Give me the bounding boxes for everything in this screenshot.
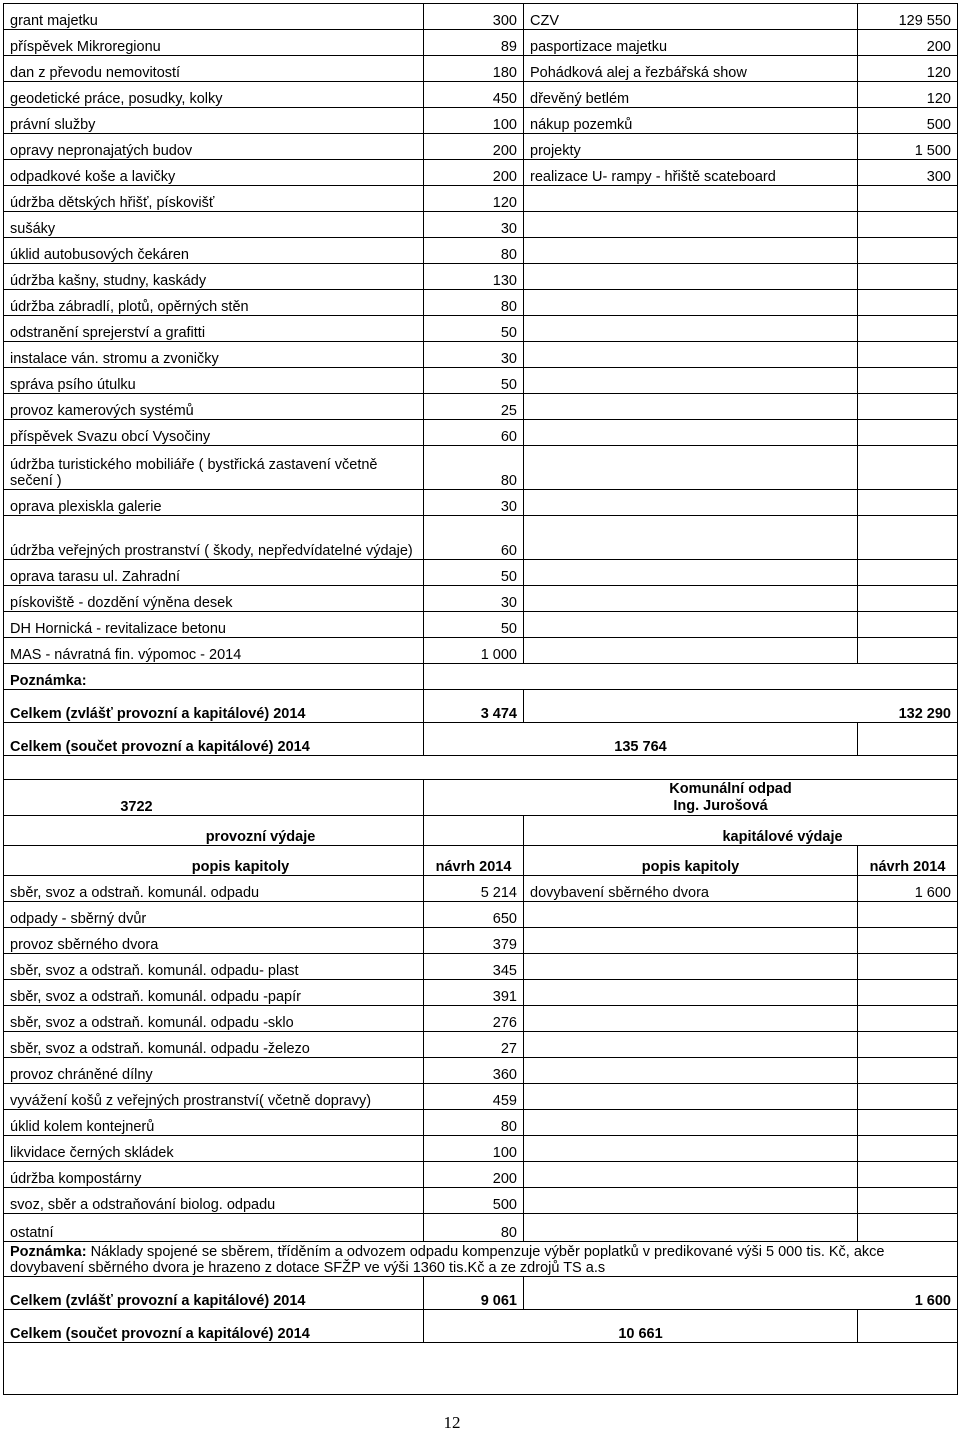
capital-item-label: realizace U- rampy - hřiště scateboard: [524, 160, 858, 186]
capital-item-value: [858, 638, 958, 664]
table-row: [4, 316, 958, 342]
capital-item-label: [524, 264, 858, 290]
page-number: 12: [443, 1413, 461, 1432]
capital-item-value: [858, 1188, 958, 1214]
item-value: 345: [424, 954, 524, 980]
table-row: [4, 1032, 958, 1058]
table-row: [4, 1136, 958, 1162]
capital-item-value: 1 500: [858, 134, 958, 160]
capital-item-label: [524, 560, 858, 586]
capital-item-label: [524, 1188, 858, 1214]
item-value: 30: [424, 586, 524, 612]
total-separate-label: Celkem (zvlášť provozní a kapitálové) 2014: [4, 690, 424, 723]
table-row: [4, 368, 958, 394]
spacer-row: [4, 756, 958, 780]
capital-item-value: [858, 420, 958, 446]
total-separate-row: [4, 690, 958, 723]
capital-item-label: [524, 1162, 858, 1188]
section-title: [424, 780, 958, 816]
item-label: odpadkové koše a lavičky: [4, 160, 424, 186]
capital-item-value: [858, 490, 958, 516]
col-header-item2: popis kapitoly: [524, 846, 858, 876]
capital-item-value: [858, 212, 958, 238]
capital-item-label: dovybavení sběrného dvora: [524, 876, 858, 902]
capital-item-label: [524, 928, 858, 954]
capital-item-value: [858, 1084, 958, 1110]
note-label: Poznámka:: [10, 1244, 87, 1260]
capital-item-value: [858, 560, 958, 586]
table-row: [4, 56, 958, 82]
capital-item-label: [524, 1136, 858, 1162]
item-value: 25: [424, 394, 524, 420]
table-row: [4, 1162, 958, 1188]
capital-item-label: Pohádková alej a řezbářská show: [524, 56, 858, 82]
item-label: svoz, sběr a odstraňování biolog. odpadu: [4, 1188, 424, 1214]
table-row: [4, 394, 958, 420]
item-label: sušáky: [4, 212, 424, 238]
table-row: [4, 1188, 958, 1214]
item-label: údržba veřejných prostranství ( škody, nepředvídatelné výdaje): [4, 516, 424, 560]
table-row: [4, 134, 958, 160]
note-row: [4, 1242, 958, 1277]
item-value: 30: [424, 490, 524, 516]
subheader-gap: [424, 816, 524, 846]
capital-item-label: [524, 238, 858, 264]
item-value: 30: [424, 212, 524, 238]
item-value: 50: [424, 560, 524, 586]
note-empty: [424, 664, 958, 690]
capital-item-label: CZV: [524, 4, 858, 30]
item-label: opravy nepronajatých budov: [4, 134, 424, 160]
capital-item-value: [858, 516, 958, 560]
capital-item-label: projekty: [524, 134, 858, 160]
item-label: instalace ván. stromu a zvoničky: [4, 342, 424, 368]
capital-item-value: 129 550: [858, 4, 958, 30]
table-row: [4, 160, 958, 186]
item-label: úklid kolem kontejnerů: [4, 1110, 424, 1136]
item-label: dan z převodu nemovitostí: [4, 56, 424, 82]
table-row: [4, 1006, 958, 1032]
capital-item-label: [524, 980, 858, 1006]
capital-item-value: [858, 980, 958, 1006]
capital-item-value: [858, 186, 958, 212]
section2-title-row: [4, 780, 958, 816]
item-value: 200: [424, 1162, 524, 1188]
item-value: 100: [424, 108, 524, 134]
item-label: provoz kamerových systémů: [4, 394, 424, 420]
capital-item-value: [858, 1032, 958, 1058]
item-label: DH Hornická - revitalizace betonu: [4, 612, 424, 638]
capital-item-value: 120: [858, 56, 958, 82]
capital-item-label: [524, 490, 858, 516]
table-row: [4, 290, 958, 316]
item-value: 27: [424, 1032, 524, 1058]
item-value: 100: [424, 1136, 524, 1162]
item-value: 80: [424, 1214, 524, 1242]
table-row: [4, 876, 958, 902]
table-row: [4, 342, 958, 368]
capital-item-label: [524, 1058, 858, 1084]
note-label: Poznámka:: [4, 664, 424, 690]
capital-item-value: [858, 612, 958, 638]
item-value: 459: [424, 1084, 524, 1110]
section1-body: [4, 4, 958, 780]
capital-item-value: [858, 1058, 958, 1084]
trailing-row: [4, 1343, 958, 1395]
item-label: údržba dětských hřišť, pískovišť: [4, 186, 424, 212]
item-value: 50: [424, 316, 524, 342]
table-row: [4, 928, 958, 954]
total-sum-value: 135 764: [424, 723, 858, 756]
item-value: 1 000: [424, 638, 524, 664]
table-row: [4, 186, 958, 212]
note: [4, 1242, 958, 1277]
spacer: [4, 756, 958, 780]
capital-item-label: [524, 1032, 858, 1058]
capital-item-value: [858, 954, 958, 980]
table-row: [4, 212, 958, 238]
note-text: Náklady spojené se sběrem, tříděním a odvozem odpadu kompenzuje výběr poplatků v predikované výši 5 000 tis. Kč, akce dovybavení sběrného dvora je hrazeno z dotace SFŽP ve výši 1360 tis.Kč a ze zdrojů TS a.s: [10, 1244, 885, 1276]
capital-item-label: [524, 1214, 858, 1242]
item-value: 80: [424, 446, 524, 490]
total-separate-row: [4, 1277, 958, 1310]
capital-item-label: [524, 420, 858, 446]
item-value: 650: [424, 902, 524, 928]
capital-item-value: 200: [858, 30, 958, 56]
item-label: geodetické práce, posudky, kolky: [4, 82, 424, 108]
table-row: [4, 980, 958, 1006]
total-separate-capital: 1 600: [524, 1277, 958, 1310]
table-row: [4, 30, 958, 56]
chapter-code: 3722: [4, 780, 424, 816]
table-row: [4, 1214, 958, 1242]
table-row: [4, 108, 958, 134]
item-value: 300: [424, 4, 524, 30]
item-label: úklid autobusových čekáren: [4, 238, 424, 264]
capital-item-label: [524, 446, 858, 490]
total-sum-empty: [858, 723, 958, 756]
item-label: oprava tarasu ul. Zahradní: [4, 560, 424, 586]
capital-item-label: [524, 1006, 858, 1032]
capital-item-label: [524, 1110, 858, 1136]
col-header-draft: návrh 2014: [424, 846, 524, 876]
item-label: sběr, svoz a odstraň. komunál. odpadu- plast: [4, 954, 424, 980]
capital-item-value: [858, 902, 958, 928]
item-label: odstranění sprejerství a grafitti: [4, 316, 424, 342]
item-label: sběr, svoz a odstraň. komunál. odpadu: [4, 876, 424, 902]
capital-item-value: [858, 316, 958, 342]
total-separate-operating: 9 061: [424, 1277, 524, 1310]
item-label: sběr, svoz a odstraň. komunál. odpadu -železo: [4, 1032, 424, 1058]
table-row: [4, 1110, 958, 1136]
capital-item-label: dřevěný betlém: [524, 82, 858, 108]
capital-item-label: [524, 638, 858, 664]
item-value: 89: [424, 30, 524, 56]
table-row: [4, 586, 958, 612]
capital-item-label: [524, 290, 858, 316]
table-row: [4, 612, 958, 638]
capital-item-label: [524, 186, 858, 212]
item-label: vyvážení košů z veřejných prostranství( včetně dopravy): [4, 1084, 424, 1110]
item-label: údržba zábradlí, plotů, opěrných stěn: [4, 290, 424, 316]
capital-item-label: [524, 368, 858, 394]
total-sum-row: [4, 723, 958, 756]
table-row: [4, 516, 958, 560]
item-label: právní služby: [4, 108, 424, 134]
capital-item-value: [858, 928, 958, 954]
item-label: likvidace černých skládek: [4, 1136, 424, 1162]
capital-item-label: [524, 212, 858, 238]
capital-item-label: nákup pozemků: [524, 108, 858, 134]
col-header-draft2: návrh 2014: [858, 846, 958, 876]
capital-item-value: [858, 446, 958, 490]
item-value: 180: [424, 56, 524, 82]
item-label: provoz chráněné dílny: [4, 1058, 424, 1084]
item-value: 500: [424, 1188, 524, 1214]
capital-item-label: pasportizace majetku: [524, 30, 858, 56]
total-sum-value: 10 661: [424, 1310, 858, 1343]
item-value: 80: [424, 1110, 524, 1136]
item-label: příspěvek Mikroregionu: [4, 30, 424, 56]
capital-item-label: [524, 1084, 858, 1110]
table-row: [4, 954, 958, 980]
capital-item-value: [858, 1006, 958, 1032]
item-value: 60: [424, 516, 524, 560]
trailing-empty: [4, 1343, 958, 1395]
table-row: [4, 638, 958, 664]
capital-item-value: [858, 264, 958, 290]
capital-item-value: 1 600: [858, 876, 958, 902]
capital-item-label: [524, 516, 858, 560]
budget-table: [3, 3, 958, 1395]
capital-item-label: [524, 586, 858, 612]
capital-item-value: 120: [858, 82, 958, 108]
item-label: MAS - návratná fin. výpomoc - 2014: [4, 638, 424, 664]
capital-item-value: 300: [858, 160, 958, 186]
table-row: [4, 238, 958, 264]
total-separate-label: Celkem (zvlášť provozní a kapitálové) 2014: [4, 1277, 424, 1310]
table-row: [4, 490, 958, 516]
capital-item-label: [524, 394, 858, 420]
capital-item-value: 500: [858, 108, 958, 134]
item-value: 5 214: [424, 876, 524, 902]
item-value: 200: [424, 160, 524, 186]
capital-item-value: [858, 1214, 958, 1242]
table-row: [4, 82, 958, 108]
item-value: 379: [424, 928, 524, 954]
capital-item-label: [524, 342, 858, 368]
column-header-row: [4, 846, 958, 876]
capital-item-label: [524, 954, 858, 980]
section2-body: [4, 780, 958, 1395]
capital-header: kapitálové výdaje: [524, 816, 958, 846]
table-row: [4, 264, 958, 290]
capital-item-label: [524, 902, 858, 928]
table-row: [4, 4, 958, 30]
item-label: ostatní: [4, 1214, 424, 1242]
col-header-item: popis kapitoly: [4, 846, 424, 876]
total-separate-capital: 132 290: [524, 690, 958, 723]
operating-header: provozní výdaje: [4, 816, 424, 846]
capital-item-value: [858, 1162, 958, 1188]
item-value: 50: [424, 368, 524, 394]
item-label: příspěvek Svazu obcí Vysočiny: [4, 420, 424, 446]
item-label: sběr, svoz a odstraň. komunál. odpadu -papír: [4, 980, 424, 1006]
item-value: 391: [424, 980, 524, 1006]
item-value: 120: [424, 186, 524, 212]
capital-item-value: [858, 1110, 958, 1136]
section2-subheader-row: [4, 816, 958, 846]
item-label: pískoviště - dozdění výněna desek: [4, 586, 424, 612]
item-label: správa psího útulku: [4, 368, 424, 394]
capital-item-label: [524, 612, 858, 638]
item-label: grant majetku: [4, 4, 424, 30]
item-value: 200: [424, 134, 524, 160]
item-value: 50: [424, 612, 524, 638]
item-label: odpady - sběrný dvůr: [4, 902, 424, 928]
section-title-line2: Ing. Jurošová: [673, 798, 768, 814]
item-value: 30: [424, 342, 524, 368]
capital-item-label: [524, 316, 858, 342]
total-sum-row: [4, 1310, 958, 1343]
item-label: provoz sběrného dvora: [4, 928, 424, 954]
item-value: 360: [424, 1058, 524, 1084]
table-row: [4, 420, 958, 446]
item-label: sběr, svoz a odstraň. komunál. odpadu -sklo: [4, 1006, 424, 1032]
item-value: 60: [424, 420, 524, 446]
table-row: [4, 1058, 958, 1084]
total-separate-operating: 3 474: [424, 690, 524, 723]
item-value: 450: [424, 82, 524, 108]
item-value: 276: [424, 1006, 524, 1032]
total-sum-label: Celkem (součet provozní a kapitálové) 2014: [4, 723, 424, 756]
capital-item-value: [858, 394, 958, 420]
capital-item-value: [858, 342, 958, 368]
item-label: údržba turistického mobiliáře ( bystřická zastavení včetně sečení ): [4, 446, 424, 490]
total-sum-empty: [858, 1310, 958, 1343]
table-row: [4, 560, 958, 586]
capital-item-value: [858, 586, 958, 612]
note-row: [4, 664, 958, 690]
item-label: oprava plexiskla galerie: [4, 490, 424, 516]
item-value: 130: [424, 264, 524, 290]
item-label: údržba kompostárny: [4, 1162, 424, 1188]
table-row: [4, 446, 958, 490]
capital-item-value: [858, 368, 958, 394]
capital-item-value: [858, 290, 958, 316]
total-sum-label: Celkem (součet provozní a kapitálové) 2014: [4, 1310, 424, 1343]
item-value: 80: [424, 290, 524, 316]
item-value: 80: [424, 238, 524, 264]
table-row: [4, 1084, 958, 1110]
section-title-line1: Komunální odpad: [669, 781, 792, 797]
capital-item-value: [858, 238, 958, 264]
item-label: údržba kašny, studny, kaskády: [4, 264, 424, 290]
capital-item-value: [858, 1136, 958, 1162]
table-row: [4, 902, 958, 928]
